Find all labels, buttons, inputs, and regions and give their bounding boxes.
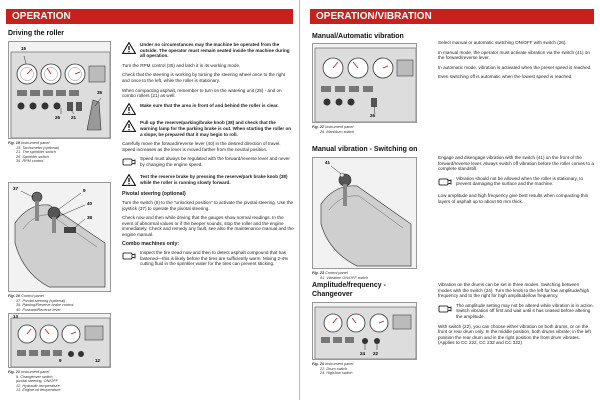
warning-text: Under no circumstances may the machine be operated from the outside. The operator must remain seated inside the machine during all operation.	[140, 42, 290, 59]
caption-line: 26. Sprinkler switch	[16, 154, 49, 159]
figure-control-panel	[8, 182, 111, 292]
callout-38: 38	[87, 215, 93, 220]
note-block	[122, 156, 294, 170]
figure-control-panel	[312, 157, 417, 269]
subheading-pivotal: Pivotal steering (optional)	[122, 190, 186, 197]
caption-line: 15. Tachometer (optional)	[16, 145, 60, 150]
paragraph: Select manual or automatic switching ON/OFF with switch (26).	[438, 40, 567, 45]
note-block	[438, 303, 594, 320]
figure-instrument-panel-2	[312, 302, 417, 360]
section-title: Amplitude/frequency -	[312, 282, 386, 289]
callout-37: 37	[13, 186, 19, 191]
figure-caption	[8, 294, 113, 312]
warning-block	[122, 174, 294, 188]
caption-line: 41. Vibration ON/OFF switch	[320, 275, 369, 280]
callout-22: 22	[373, 351, 379, 356]
body-text	[438, 282, 594, 350]
note-text: Speed must always be regulated with the forward/reverse lever and never by changing the engine speed.	[140, 156, 290, 167]
caption-title: Instrument panel	[21, 141, 50, 145]
caption-fig-number: Fig. 23	[312, 271, 325, 275]
paragraph: In manual mode, the operator must activate vibration via the switch (41) on the forward/reverse lever.	[438, 49, 590, 61]
figure-instrument-panel	[312, 43, 417, 123]
figure-caption	[312, 271, 417, 280]
callout-40: 40	[87, 201, 93, 206]
paragraph: In automatic mode, vibration is activated when the preset speed is reached.	[438, 64, 592, 70]
callout-21: 21	[71, 115, 77, 120]
caption-line: 26. Man/Auto switch	[320, 129, 355, 134]
paragraph: Turn the switch (9) to the "unlocked position" to activate the pivotal steering. Use the joystick (37) to operate the pivotal steering.	[122, 200, 294, 211]
paragraph: Turn the RPM control (35) and latch it in its working mode.	[122, 62, 241, 68]
right-page	[300, 0, 600, 400]
callout-41: 41	[325, 160, 331, 165]
paragraph: Engage and disengage vibration with the switch (41) on the front of the forward/reverse lever. Always switch off vibration before the roller comes to a complete standstill.	[438, 155, 594, 172]
caption-line: 9. Changeover switch,	[16, 374, 54, 379]
body-text	[438, 155, 594, 209]
caption-fig-number: Fig. 19	[8, 141, 21, 145]
callout-9: 9	[83, 188, 86, 193]
warning-block	[122, 42, 294, 59]
hand-note-icon	[122, 156, 136, 170]
callout-35: 35	[97, 90, 103, 95]
hand-note-icon	[438, 303, 452, 320]
body-text	[438, 40, 594, 84]
section-header: OPERATION/VIBRATION	[310, 9, 594, 24]
warning-icon	[122, 103, 136, 117]
figure-caption	[8, 370, 113, 393]
hand-note-icon	[122, 250, 136, 267]
caption-line: 38. Parking/Reserve brake control	[16, 303, 74, 308]
callout-26: 26	[55, 115, 61, 120]
caption-title: Control panel	[325, 271, 348, 275]
caption-fig-number: Fig. 24	[312, 362, 325, 366]
note-text: The amplitude setting may not be altered while vibration is in action. Switch vibration off first and wait until it has ceased before altering the amplitude.	[456, 302, 594, 319]
paragraph: When compacting asphalt, remember to turn on the watering unit (25) - and on combo rollers (21) as well.	[122, 87, 282, 99]
paragraph: With switch (22), you can choose either vibration on both drums, or on the front or rear drum only. In the middle position, both drums vibrate; in the left position the rear drum and in the right position the front drum vibrates. (Applies to CC 222, CC 232 and CC 322)	[438, 323, 591, 346]
note-block	[438, 176, 594, 190]
note-block	[122, 250, 294, 267]
paragraph: Check that the steering is working by turning the steering wheel once to the right and once to the left, while the roller is stationary.	[122, 72, 286, 83]
section-title: Manual vibration - Switching on	[312, 146, 418, 153]
caption-line: 22. Drum switch	[320, 366, 348, 371]
figure-caption	[312, 125, 417, 134]
caption-line: 13. Engine oil temperature	[16, 388, 61, 393]
caption-line: 21. The sprinkler switch	[16, 150, 56, 155]
warning-block	[122, 103, 294, 117]
caption-title: Control panel	[21, 294, 44, 298]
callout-12: 12	[95, 358, 101, 363]
caption-line: 40. Forward/Reverse lever	[16, 307, 61, 312]
paragraph: Vibration on the drums can be set in three modes. Switching between modes with the switch (24). Turn the knob to the left for low amplitude/high frequency and to the right for high amplitude/low frequency.	[438, 282, 590, 299]
paragraph: Carefully move the forward/reverse lever (40) in the desired direction of travel. Speed increases as the lever is moved farther from the neutral position.	[122, 141, 281, 152]
warning-text: Pull up the reserve/parking/brake knob (38) and check that the warning lamp for the parking brake is out. When starting the roller on a slope, be prepared that it may begin to roll.	[140, 120, 292, 137]
section-title: Manual/Automatic vibration	[312, 33, 404, 40]
warning-icon	[122, 174, 136, 188]
caption-title: Instrument panel	[325, 362, 354, 366]
caption-line: pivotal steering, ON/OFF	[16, 379, 58, 384]
body-text	[122, 42, 294, 271]
paragraph: Check now and then while driving that the gauges show normal readings. In the event of abnormal values or if the beeper sounds, stop the roller and the engine immediately. Check and remedy any fault, see also the maintenance manual and the engine manual.	[122, 215, 294, 238]
note-text: Vibration should not be allowed when the roller is stationary, to prevent damaging the surface and the machine.	[456, 175, 583, 187]
caption-title: Instrument panel	[325, 125, 354, 129]
caption-line: 24. High/low switch	[320, 371, 353, 376]
paragraph: Low amplitude and high frequency give best results when compacting thin layers of asphalt up to about 50 mm thick.	[438, 193, 589, 204]
caption-line: 12. Hydraulic temperature	[16, 383, 60, 388]
warning-block	[122, 120, 294, 137]
callout-24: 24	[360, 351, 366, 356]
warning-text: Make sure that the area in front of and behind the roller is clear.	[140, 102, 279, 108]
caption-fig-number: Fig. 21	[8, 370, 21, 374]
warning-text: Test the reserve brake by pressing the reserve/park brake knob (38) while the roller is running slowly forward.	[140, 173, 288, 185]
caption-fig-number: Fig. 22	[312, 125, 325, 129]
callout-15: 15	[21, 46, 27, 51]
caption-line: 35. RPM control	[16, 159, 44, 164]
subheading-combo: Combo machines only:	[122, 240, 180, 247]
caption-fig-number: Fig. 20	[8, 294, 21, 298]
hand-note-icon	[438, 176, 452, 190]
note-text: Inspect the tire tread now and then to detect asphalt compound that has fastened—this is likely before the tires are sufficiently warm. Mixing 2-4% cutting fluid in the sprinkler water for the tires can prevent sticking.	[140, 250, 289, 267]
figure-caption	[8, 141, 113, 164]
caption-line: 37. Pivotal steering (optional)	[16, 298, 66, 303]
warning-icon	[122, 120, 136, 137]
warning-icon	[122, 42, 136, 59]
callout-13: 13	[13, 314, 19, 319]
section-title: Driving the roller	[8, 30, 65, 37]
figure-caption	[312, 362, 417, 376]
callout-9: 9	[59, 358, 62, 363]
paragraph: Even switching off is automatic when the lowest speed is reached.	[438, 74, 573, 80]
caption-title: Instrument panel	[21, 370, 50, 374]
figure-instrument-panel-2	[8, 313, 111, 368]
section-title-cont: Changeover	[312, 291, 353, 298]
section-header: OPERATION	[6, 9, 293, 24]
callout-26: 26	[370, 113, 376, 118]
figure-instrument-panel	[8, 41, 111, 139]
